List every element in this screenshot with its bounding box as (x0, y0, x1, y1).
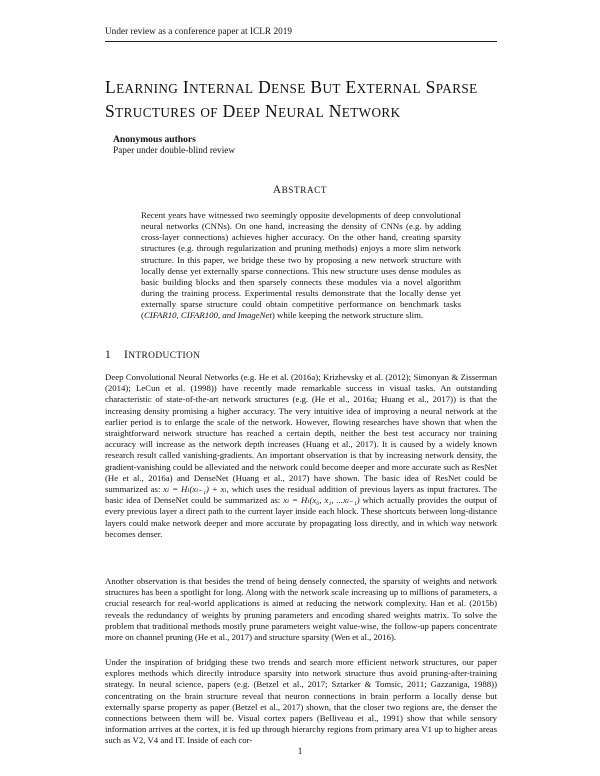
intro-paragraph-3: Under the inspiration of bridging these two trends and search more efficient network structures, our paper explores methods which directly introduce sparsity into network structure thus avoid pruning-after-training strategy. In neural science, papers (e.g. (Betzel et al., 2017; Sztarker & Tomsic, 2011; Gazzaniga, 1988)) concentrating on the brain structure reveal that neuron connections in brain perform a locally dense but externally sparse property as paper (Betzel et al., 2017) shown, that the closer two regions are, the denser the connections between them will be. Visual cortex papers (Belliveau et al., 1991) show that while sensory information arrives at the cortex, it is fed up through hierarchy regions from primary area V1 up to higher areas such as V2, V4 and IT. Inside of each cor- (105, 657, 497, 746)
page-number: 1 (297, 746, 303, 756)
resnet-formula: xₗ = Hₗ(xₗ₋₁) + xₗ (163, 484, 227, 495)
abstract-heading: ABSTRACT (272, 184, 328, 196)
author-affiliation: Paper under double-blind review (113, 146, 236, 156)
paper-title: LEARNING INTERNAL DENSE BUT EXTERNAL SPARSE STRUCTURES OF DEEP NEURAL NETWORK (105, 77, 478, 121)
intro-paragraph-2: Another observation is that besides the trend of being densely connected, the sparsity of weights and network structures has been a spotlight for long. Along with the network scale increasing up to millions of parameters, a crucial research for real-world applications is aimed at reducing the network complexity. Han et al. (2015b) reveals the redundancy of weights by pruning parameters and encoding shared weights matrix. To solve the problem that traditional methods mostly prune parameters weight value-wise, the follow-up papers concentrate more on channel pruning (He et al., 2017) and structure sparsity (Wen et al., 2016). (105, 576, 497, 643)
abstract-body: Recent years have witnessed two seemingly opposite developments of deep convolutional neural networks (CNNs). On one hand, increasing the density of CNNs (e.g. by adding cross-layer connections) achieves higher accuracy. On the other hand, creating sparsity structures (e.g. through regularization and pruning methods) enjoys a more slim network structure. In this paper, we bridge these two by proposing a new network structure with locally dense yet externally sparse connections. This new structure uses dense modules as basic building blocks and then sparsely connects these modules via a novel algorithm during the training process. Experimental results demonstrate that the locally dense yet externally sparse structure could obtain competitive performance on benchmark tasks (CIFAR10, CIFAR100, and ImageNet) while keeping the network structure slim. (141, 210, 461, 321)
author-names: Anonymous authors (113, 134, 196, 145)
abstract-datasets: CIFAR10, CIFAR100, and ImageNet (143, 310, 272, 321)
header-rule (105, 41, 497, 42)
section-heading-introduction: 1 INTRODUCTION (105, 349, 201, 361)
densenet-formula: xₗ = Hₗ(x₀, x₁, ...xₗ₋₁) (283, 495, 360, 506)
running-header: Under review as a conference paper at ICLR 2019 (105, 26, 293, 36)
intro-paragraph-1: Deep Convolutional Neural Networks (e.g. He et al. (2016a); Krizhevsky et al. (2012); Simonyan & Zisserman (2014); LeCun et al. (1998)) have recently made remarkable success in visual tasks. An outstanding characteristic of state-of-the-art network structures (e.g. (He et al., 2016a; Huang et al., 2017)) is that the increasing density promising a higher accuracy. The very intuitive idea of improving a neural network at the earlier period is to enlarge the scale of the network. However, flowing researches have shown that when the straightforward network structure has reached a certain depth, neither the best test accuracy nor training accuracy will increase as the network depth increases (Huang et al., 2017). It is caused by a widely known research result called vanishing-gradients. An important observation is that by increasing network density, the gradient-vanishing could be alleviated and the network could become deeper and more accurate such as ResNet (He et al., 2016a) and DenseNet (Huang et al., 2017) have shown. The basic idea of ResNet could be summarized as: xₗ = Hₗ(xₗ₋₁) + xₗ, which uses the residual addition of previous layers as input fractures. The basic idea of DenseNet could be summarized as: xₗ = Hₗ(x₀, x₁, ...xₗ₋₁) which actually provides the output of every previous layer a direct path to the current layer inside each block. These shortcuts between long-distance layers could make network deeper and more accurate by propagating loss directly, and in which way network becomes denser. (105, 372, 498, 539)
